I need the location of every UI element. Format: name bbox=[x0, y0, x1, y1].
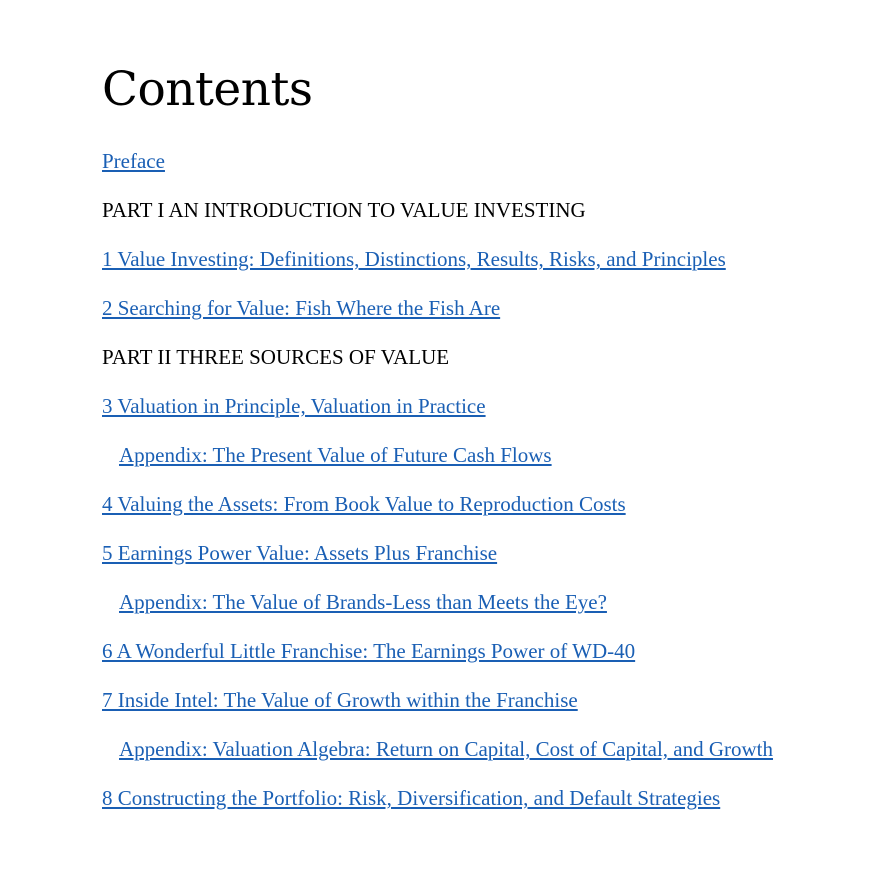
toc-link-chapter-2[interactable]: 2 Searching for Value: Fish Where the Fish Are bbox=[102, 296, 501, 320]
toc-link-chapter-3[interactable]: 3 Valuation in Principle, Valuation in Practice bbox=[102, 394, 486, 418]
toc-entry-appendix-7 bbox=[102, 736, 776, 763]
toc-link-chapter-7[interactable]: 7 Inside Intel: The Value of Growth within the Franchise bbox=[102, 688, 578, 712]
toc-link-chapter-1[interactable]: 1 Value Investing: Definitions, Distinctions, Results, Risks, and Principles bbox=[102, 247, 726, 271]
toc-entry-chapter-3 bbox=[102, 393, 776, 420]
toc-link-chapter-6[interactable]: 6 A Wonderful Little Franchise: The Earnings Power of WD-40 bbox=[102, 639, 636, 663]
toc-entry-chapter-2 bbox=[102, 295, 776, 322]
toc-link-appendix-5[interactable]: Appendix: The Value of Brands-Less than Meets the Eye? bbox=[119, 590, 607, 614]
toc-link-chapter-8[interactable]: 8 Constructing the Portfolio: Risk, Diversification, and Default Strategies bbox=[102, 786, 721, 810]
toc-entry-chapter-4 bbox=[102, 491, 776, 518]
toc-link-appendix-7[interactable]: Appendix: Valuation Algebra: Return on Capital, Cost of Capital, and Growth bbox=[119, 737, 774, 761]
toc-entry-chapter-1 bbox=[102, 246, 776, 273]
toc-entry-chapter-6 bbox=[102, 638, 776, 665]
toc-link-appendix-3[interactable]: Appendix: The Present Value of Future Cash Flows bbox=[119, 443, 552, 467]
toc-link-preface[interactable]: Preface bbox=[102, 149, 165, 173]
toc-entry-chapter-5 bbox=[102, 540, 776, 567]
toc-entry-preface bbox=[102, 148, 776, 175]
toc-link-chapter-5[interactable]: 5 Earnings Power Value: Assets Plus Franchise bbox=[102, 541, 498, 565]
page-title: Contents bbox=[102, 62, 313, 117]
toc-entry-appendix-3 bbox=[102, 442, 776, 469]
contents-page bbox=[102, 58, 776, 834]
toc-part-heading-2: PART II THREE SOURCES OF VALUE bbox=[102, 345, 450, 369]
toc-link-chapter-4[interactable]: 4 Valuing the Assets: From Book Value to Reproduction Costs bbox=[102, 492, 626, 516]
table-of-contents bbox=[102, 148, 776, 812]
toc-entry-appendix-5 bbox=[102, 589, 776, 616]
toc-entry-chapter-7 bbox=[102, 687, 776, 714]
toc-entry-chapter-8 bbox=[102, 785, 776, 812]
toc-part-heading-1: PART I AN INTRODUCTION TO VALUE INVESTING bbox=[102, 198, 586, 222]
